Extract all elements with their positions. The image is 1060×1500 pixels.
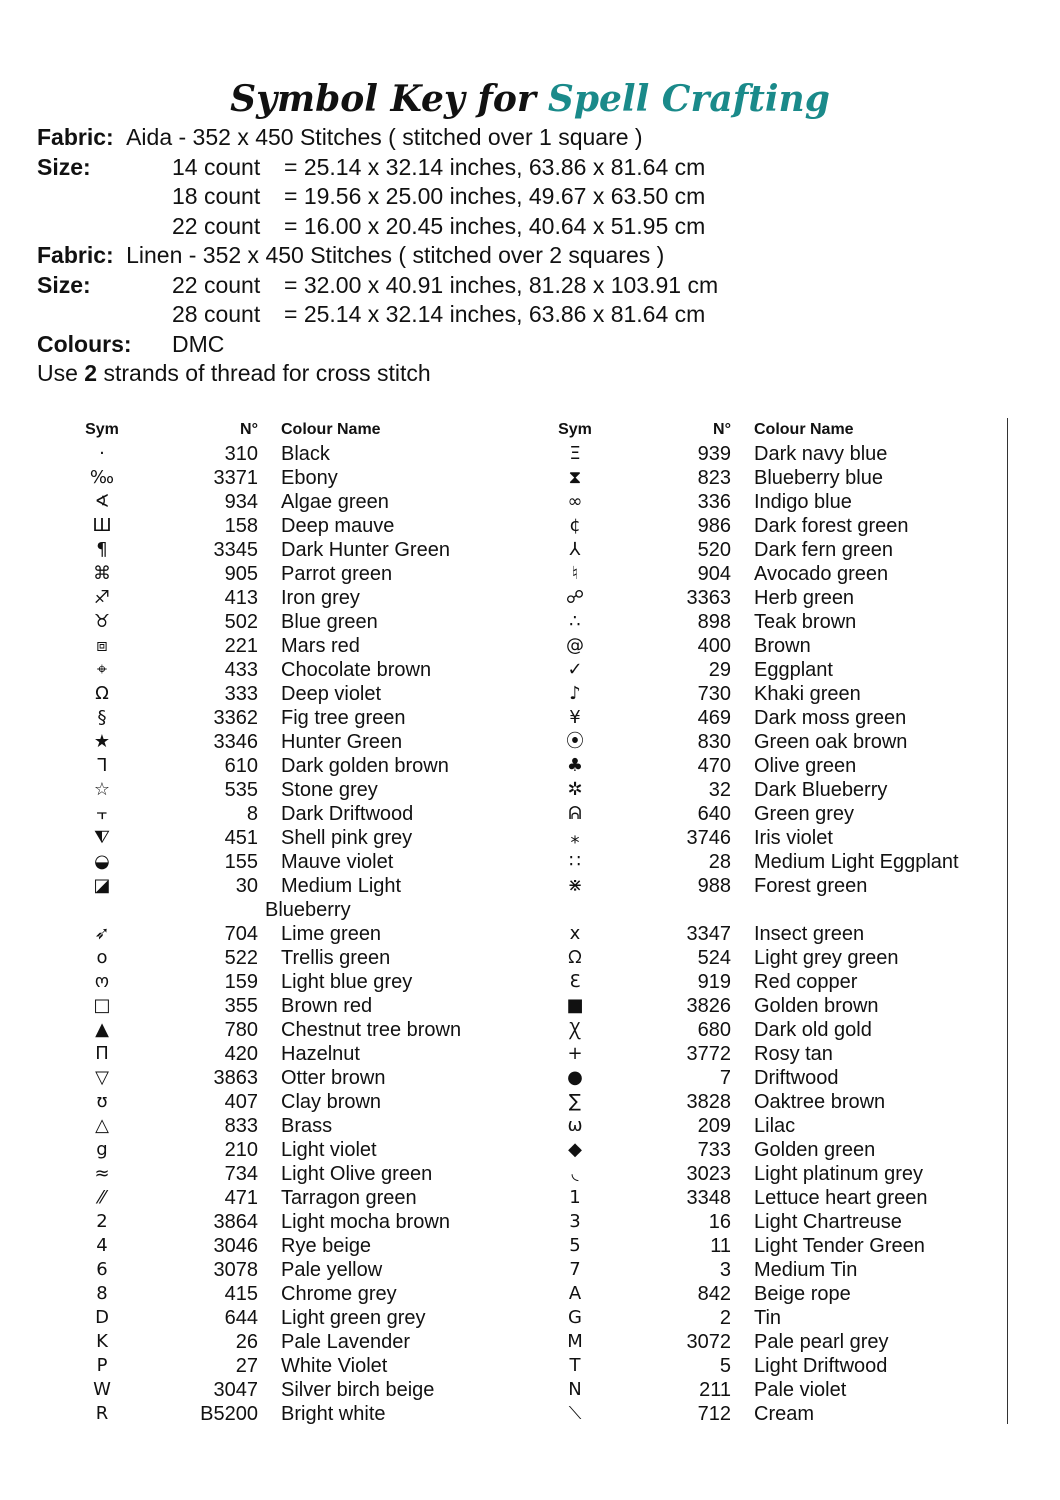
symbol: ∑ xyxy=(568,1091,582,1112)
symbol: △ xyxy=(95,1115,109,1136)
colour-name: Dark old gold xyxy=(754,1019,872,1041)
colour-name: Parrot green xyxy=(281,563,393,585)
colour-name: Blue green xyxy=(281,611,378,633)
symbol: ⌖ xyxy=(96,659,108,680)
symbol: 7 xyxy=(569,1259,581,1280)
dmc-number: 524 xyxy=(697,947,731,969)
aida-size-line xyxy=(37,182,706,212)
symbol: ¶ xyxy=(96,539,108,560)
colour-name: Brown xyxy=(754,635,811,657)
colour-name: Mars red xyxy=(281,635,360,657)
colour-name: Rosy tan xyxy=(754,1043,833,1065)
colour-name: Pale Lavender xyxy=(281,1331,410,1353)
dmc-number: 3746 xyxy=(686,827,731,849)
dmc-number: 28 xyxy=(708,851,731,873)
dmc-number: 3345 xyxy=(213,539,258,561)
dmc-number: 833 xyxy=(224,1115,258,1137)
dmc-number: 29 xyxy=(708,659,731,681)
dmc-number: 5 xyxy=(719,1355,731,1377)
symbol: ♉ xyxy=(93,611,111,632)
dmc-number: 2 xyxy=(719,1307,731,1329)
dmc-number: 11 xyxy=(710,1235,731,1257)
page-title xyxy=(0,74,1060,124)
colour-name: Light Olive green xyxy=(281,1163,433,1185)
symbol: M xyxy=(567,1331,583,1352)
symbol: ▽ xyxy=(95,1067,109,1088)
colour-name: White Violet xyxy=(281,1355,388,1377)
colour-name: Medium Light Eggplant xyxy=(754,851,959,873)
dmc-number: 336 xyxy=(697,491,731,513)
symbol: ♐ xyxy=(93,587,111,608)
dmc-number: 734 xyxy=(224,1163,258,1185)
dmc-number: 433 xyxy=(224,659,258,681)
size-label: Size: xyxy=(37,271,91,298)
dmc-number: 3828 xyxy=(686,1091,731,1113)
symbol: ო xyxy=(94,971,110,992)
symbol: 8 xyxy=(96,1283,108,1304)
colour-name: Bright white xyxy=(281,1403,386,1425)
right-border-line xyxy=(1007,418,1008,1424)
strands-line xyxy=(37,359,664,389)
dmc-number: 333 xyxy=(224,683,258,705)
colour-name: Light Driftwood xyxy=(754,1355,888,1377)
colour-name: Insect green xyxy=(754,923,865,945)
dmc-number: 733 xyxy=(697,1139,731,1161)
colour-name: Hunter Green xyxy=(281,731,403,753)
symbol: ♮ xyxy=(571,563,579,584)
fabric-label: Fabric: xyxy=(37,124,114,150)
dmc-number: 471 xyxy=(224,1187,258,1209)
dmc-number: 680 xyxy=(697,1019,731,1041)
symbol: 6 xyxy=(96,1259,108,1280)
dmc-number: 211 xyxy=(699,1379,731,1401)
colour-name: Teak brown xyxy=(754,611,857,633)
aida-size-line xyxy=(37,212,706,242)
dmc-number: 3826 xyxy=(686,995,731,1017)
colour-name: Blueberry blue xyxy=(754,467,883,489)
symbol: ≈ xyxy=(94,1163,110,1184)
symbol: ∞ xyxy=(567,491,583,512)
colour-name: Light blue grey xyxy=(281,971,413,993)
dmc-number: 209 xyxy=(697,1115,731,1137)
symbol: ⌘ xyxy=(93,563,111,584)
colour-name: Medium Light xyxy=(281,875,402,897)
symbol: o xyxy=(96,947,108,968)
aida-text: Aida - 352 x 450 Stitches ( stitched over 1 square ) xyxy=(126,124,643,150)
colour-name: Green grey xyxy=(754,803,855,825)
dmc-number: 644 xyxy=(224,1307,258,1329)
colour-name: Forest green xyxy=(754,875,868,897)
symbol: ∷ xyxy=(569,851,581,872)
symbol: □ xyxy=(93,995,111,1016)
fabric-info xyxy=(37,123,719,389)
dmc-number: 988 xyxy=(697,875,731,897)
dmc-number: 3 xyxy=(719,1259,731,1281)
symbol: ◪ xyxy=(93,875,111,896)
colour-name: Chocolate brown xyxy=(281,659,432,681)
size-count: 22 count xyxy=(172,271,261,298)
dmc-number: 3078 xyxy=(213,1259,258,1281)
size-count: 18 count xyxy=(172,183,261,209)
dmc-number: 32 xyxy=(708,779,731,801)
aida-size-line xyxy=(37,153,706,183)
size-value: = 32.00 x 40.91 inches, 81.28 x 103.91 cm xyxy=(284,271,719,298)
size-count: 28 count xyxy=(172,301,261,327)
symbol: ‰ xyxy=(89,467,115,488)
linen-line xyxy=(37,241,664,271)
dmc-number: 221 xyxy=(224,635,258,657)
dmc-number: 842 xyxy=(697,1283,731,1305)
colour-name: Light violet xyxy=(281,1139,377,1161)
colour-name: Iron grey xyxy=(281,587,360,609)
symbol: ⫟ xyxy=(96,803,108,824)
dmc-number: 712 xyxy=(697,1403,731,1425)
symbol: R xyxy=(95,1403,109,1424)
linen-text: Linen - 352 x 450 Stitches ( stitched over 2 squares ) xyxy=(126,242,665,268)
dmc-number: 27 xyxy=(235,1355,258,1377)
linen-size-line xyxy=(37,271,719,301)
dmc-number: 420 xyxy=(224,1043,258,1065)
colour-name: Oaktree brown xyxy=(754,1091,886,1113)
dmc-number: 898 xyxy=(697,611,731,633)
colour-name: Brass xyxy=(281,1115,333,1137)
symbol: K xyxy=(96,1331,108,1352)
symbol: ʊ xyxy=(96,1091,108,1112)
colour-name: Lilac xyxy=(754,1115,796,1137)
symbol: ⧨ xyxy=(93,827,111,848)
symbol: · xyxy=(99,443,105,464)
dmc-number: 934 xyxy=(224,491,258,513)
dmc-number: B5200 xyxy=(200,1403,258,1425)
colour-name: Rye beige xyxy=(281,1235,372,1257)
dmc-number: 730 xyxy=(697,683,731,705)
colour-name: Beige rope xyxy=(754,1283,851,1305)
symbol: + xyxy=(567,1043,583,1064)
dmc-number: 3047 xyxy=(213,1379,258,1401)
symbol: Π xyxy=(95,1043,109,1064)
linen-size-line xyxy=(37,300,706,330)
colour-name: Tin xyxy=(754,1307,782,1329)
symbol: ♪ xyxy=(569,683,581,704)
symbol: ⟍ xyxy=(568,1403,582,1424)
colour-name: Shell pink grey xyxy=(281,827,413,849)
colour-name: Pale yellow xyxy=(281,1259,383,1281)
colour-name: Deep violet xyxy=(281,683,382,705)
colour-name: Black xyxy=(281,443,330,465)
size-value: = 16.00 x 20.45 inches, 40.64 x 51.95 cm xyxy=(284,212,706,239)
dmc-number: 522 xyxy=(224,947,258,969)
colour-name: Algae green xyxy=(281,491,389,513)
colour-name: Hazelnut xyxy=(281,1043,360,1065)
dmc-number: 415 xyxy=(224,1283,258,1305)
symbol: ⧈ xyxy=(96,635,108,656)
symbol: ☍ xyxy=(565,587,585,608)
colour-name-continuation: Blueberry xyxy=(265,899,351,921)
title-accent: Spell Crafting xyxy=(547,78,830,120)
colour-name: Otter brown xyxy=(281,1067,386,1089)
dmc-number: 155 xyxy=(224,851,258,873)
dmc-number: 3371 xyxy=(213,467,258,489)
dmc-number: 16 xyxy=(708,1211,731,1233)
colour-name: Lime green xyxy=(281,923,382,945)
symbol: ⁄⁄ xyxy=(98,1187,105,1208)
symbol: g xyxy=(96,1139,108,1160)
fabric-label: Fabric: xyxy=(37,242,114,268)
symbol: x xyxy=(569,923,581,944)
symbol: ᘯ xyxy=(568,947,582,968)
colours-line xyxy=(37,330,664,360)
aida-line xyxy=(37,123,664,153)
symbol: D xyxy=(95,1307,109,1328)
symbol: 5 xyxy=(569,1235,581,1256)
symbol: ◆ xyxy=(568,1139,582,1160)
symbol: A xyxy=(568,1283,582,1304)
dmc-number: 413 xyxy=(224,587,258,609)
dmc-number: 3348 xyxy=(686,1187,731,1209)
colour-name: Medium Tin xyxy=(754,1259,858,1281)
symbol: ➶ xyxy=(94,923,110,944)
size-value: = 25.14 x 32.14 inches, 63.86 x 81.64 cm xyxy=(284,153,706,180)
title-prefix: Symbol Key for xyxy=(230,78,536,120)
header-num: N° xyxy=(713,421,731,438)
colour-name: Golden green xyxy=(754,1139,876,1161)
colour-name: Deep mauve xyxy=(281,515,395,537)
symbol: P xyxy=(96,1355,108,1376)
dmc-number: 780 xyxy=(224,1019,258,1041)
dmc-number: 610 xyxy=(224,755,258,777)
colour-name: Eggplant xyxy=(754,659,833,681)
symbol: G xyxy=(568,1307,582,1328)
dmc-number: 3864 xyxy=(213,1211,258,1233)
dmc-number: 210 xyxy=(224,1139,258,1161)
dmc-number: 158 xyxy=(224,515,258,537)
colour-name: Chestnut tree brown xyxy=(281,1019,462,1041)
dmc-number: 310 xyxy=(224,443,258,465)
dmc-number: 904 xyxy=(697,563,731,585)
symbol: § xyxy=(97,707,107,728)
symbol: @ xyxy=(566,635,584,656)
colour-name: Lettuce heart green xyxy=(754,1187,928,1209)
symbol: ★ xyxy=(93,731,111,752)
symbol: 2 xyxy=(96,1211,108,1232)
strands-pre: Use xyxy=(37,360,85,386)
symbol: 1 xyxy=(569,1187,581,1208)
symbol: ⋇ xyxy=(567,875,583,896)
colour-name: Iris violet xyxy=(754,827,833,849)
dmc-number: 469 xyxy=(697,707,731,729)
symbol: ⧗ xyxy=(568,467,582,488)
dmc-number: 8 xyxy=(246,803,258,825)
symbol: Ɛ xyxy=(569,971,581,992)
colour-name: Driftwood xyxy=(754,1067,839,1089)
colour-name: Dark Hunter Green xyxy=(281,539,450,561)
colour-name: Clay brown xyxy=(281,1091,382,1113)
colour-name: Light green grey xyxy=(281,1307,426,1329)
symbol: ✓ xyxy=(567,659,583,680)
colour-name: Green oak brown xyxy=(754,731,908,753)
colour-name: Olive green xyxy=(754,755,857,777)
dmc-number: 400 xyxy=(697,635,731,657)
colour-name: Pale pearl grey xyxy=(754,1331,889,1353)
symbol: ◒ xyxy=(94,851,110,872)
colour-name: Red copper xyxy=(754,971,858,993)
colours-value: DMC xyxy=(172,330,225,357)
symbol: ¥ xyxy=(569,707,581,728)
header-name: Colour Name xyxy=(754,421,854,438)
dmc-number: 355 xyxy=(224,995,258,1017)
dmc-number: 3363 xyxy=(686,587,731,609)
colour-name: Dark forest green xyxy=(754,515,909,537)
strands-count: 2 xyxy=(84,360,98,386)
dmc-number: 919 xyxy=(697,971,731,993)
dmc-number: 3023 xyxy=(686,1163,731,1185)
colour-name: Cream xyxy=(754,1403,815,1425)
symbol: Ш xyxy=(92,515,112,536)
colour-name: Chrome grey xyxy=(281,1283,397,1305)
dmc-number: 939 xyxy=(697,443,731,465)
colour-name: Stone grey xyxy=(281,779,378,801)
symbol: ◟ xyxy=(571,1163,579,1184)
dmc-number: 470 xyxy=(697,755,731,777)
dmc-number: 3863 xyxy=(213,1067,258,1089)
colour-name: Pale violet xyxy=(754,1379,847,1401)
size-count: 22 count xyxy=(172,212,261,239)
colour-name: Mauve violet xyxy=(281,851,394,873)
dmc-number: 7 xyxy=(719,1067,731,1089)
header-num: N° xyxy=(240,421,258,438)
dmc-number: 905 xyxy=(224,563,258,585)
symbol: ■ xyxy=(566,995,584,1016)
colour-name: Indigo blue xyxy=(754,491,852,513)
header-sym: Sym xyxy=(85,421,119,438)
symbol: ✲ xyxy=(567,779,583,800)
header-name: Colour Name xyxy=(281,421,381,438)
colour-name: Dark fern green xyxy=(754,539,893,561)
colour-name: Dark Driftwood xyxy=(281,803,414,825)
colours-label: Colours: xyxy=(37,330,132,357)
symbol: ω xyxy=(567,1115,583,1136)
colour-name: Brown red xyxy=(281,995,373,1017)
symbol: ▲ xyxy=(95,1019,109,1040)
dmc-number: 3046 xyxy=(213,1235,258,1257)
size-count: 14 count xyxy=(172,153,261,180)
symbol: ¢ xyxy=(569,515,581,536)
dmc-number: 30 xyxy=(235,875,258,897)
colour-name: Ebony xyxy=(281,467,338,489)
dmc-number: 823 xyxy=(697,467,731,489)
colour-name: Light platinum grey xyxy=(754,1163,923,1185)
dmc-number: 3362 xyxy=(213,707,258,729)
dmc-number: 3772 xyxy=(686,1043,731,1065)
symbol: ☆ xyxy=(93,779,111,800)
symbol: ⁎ xyxy=(570,827,580,848)
dmc-number: 26 xyxy=(235,1331,258,1353)
symbol: ᕱ xyxy=(568,803,582,824)
size-value: = 25.14 x 32.14 inches, 63.86 x 81.64 cm xyxy=(284,301,706,327)
dmc-number: 520 xyxy=(697,539,731,561)
symbol: W xyxy=(93,1379,111,1400)
colour-name: Khaki green xyxy=(754,683,861,705)
colour-name: Silver birch beige xyxy=(281,1379,435,1401)
symbol: T xyxy=(569,1355,581,1376)
symbol: ♣ xyxy=(566,755,584,776)
dmc-number: 3072 xyxy=(686,1331,731,1353)
colour-name: Tarragon green xyxy=(281,1187,417,1209)
symbol: ∢ xyxy=(94,491,110,512)
symbol: Ꭓ xyxy=(569,1019,581,1040)
colour-name: Light Tender Green xyxy=(754,1235,925,1257)
header-sym: Sym xyxy=(558,421,592,438)
symbol: Ω xyxy=(95,683,109,704)
colour-name: Light grey green xyxy=(754,947,899,969)
dmc-number: 535 xyxy=(224,779,258,801)
dmc-number: 986 xyxy=(697,515,731,537)
colour-name: Dark moss green xyxy=(754,707,907,729)
symbol: 4 xyxy=(96,1235,108,1256)
dmc-number: 640 xyxy=(697,803,731,825)
symbol: Ξ xyxy=(569,443,581,464)
colour-name: Dark navy blue xyxy=(754,443,888,465)
symbol: ● xyxy=(567,1067,583,1088)
colour-name: Trellis green xyxy=(281,947,391,969)
dmc-number: 704 xyxy=(224,923,258,945)
symbol: N xyxy=(568,1379,582,1400)
dmc-number: 830 xyxy=(697,731,731,753)
colour-name: Light mocha brown xyxy=(281,1211,450,1233)
symbol: 3 xyxy=(569,1211,581,1232)
symbol: ⅄ xyxy=(569,539,581,560)
symbol: ∴ xyxy=(569,611,581,632)
symbol: ⦿ xyxy=(566,731,584,752)
size-value: = 19.56 x 25.00 inches, 49.67 x 63.50 cm xyxy=(284,183,706,209)
colour-name: Dark golden brown xyxy=(281,755,449,777)
colour-name: Fig tree green xyxy=(281,707,406,729)
dmc-number: 451 xyxy=(224,827,258,849)
dmc-number: 159 xyxy=(224,971,258,993)
colour-name: Light Chartreuse xyxy=(754,1211,902,1233)
colour-name: Herb green xyxy=(754,587,855,609)
strands-post: strands of thread for cross stitch xyxy=(97,360,431,386)
dmc-number: 3346 xyxy=(213,731,258,753)
colour-name: Avocado green xyxy=(754,563,889,585)
size-label: Size: xyxy=(37,153,91,180)
dmc-number: 407 xyxy=(224,1091,258,1113)
colour-name: Dark Blueberry xyxy=(754,779,888,801)
dmc-number: 502 xyxy=(224,611,258,633)
dmc-number: 3347 xyxy=(686,923,731,945)
colour-name: Golden brown xyxy=(754,995,879,1017)
symbol: ᒣ xyxy=(96,755,108,776)
